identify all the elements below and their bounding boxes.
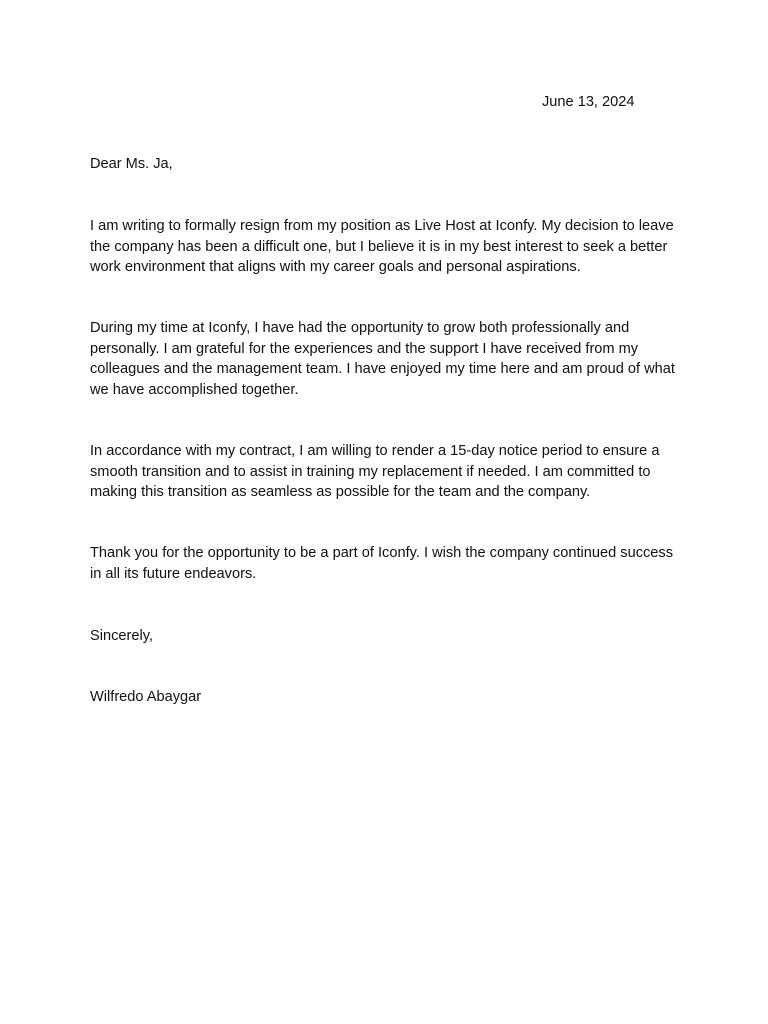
letter-paragraph: In accordance with my contract, I am willing to render a 15-day notice period to ensure a smooth transition and to assist in training my replacement if needed. I am committed to making this transition as seamless as possible for the team and the company. — [90, 443, 660, 500]
letter-signature: Wilfredo Abaygar — [90, 689, 202, 705]
letter-paragraph: Thank you for the opportunity to be a part of Iconfy. I wish the company continued success in all its future endeavors. — [90, 545, 673, 582]
letter-closing: Sincerely, — [90, 628, 153, 644]
letter-paragraph: During my time at Iconfy, I have had the opportunity to grow both professionally and personally. I am grateful for the experiences and the support I have received from my colleagues and the management team. I have enjoyed my time here and am proud of what we have accomplished together. — [90, 320, 675, 398]
letter-date: June 13, 2024 — [542, 94, 635, 110]
letter-greeting: Dear Ms. Ja, — [90, 156, 173, 172]
letter-paragraph: I am writing to formally resign from my position as Live Host at Iconfy. My decision to leave the company has been a difficult one, but I believe it is in my best interest to seek a better work environment that aligns with my career goals and personal aspirations. — [90, 218, 674, 275]
